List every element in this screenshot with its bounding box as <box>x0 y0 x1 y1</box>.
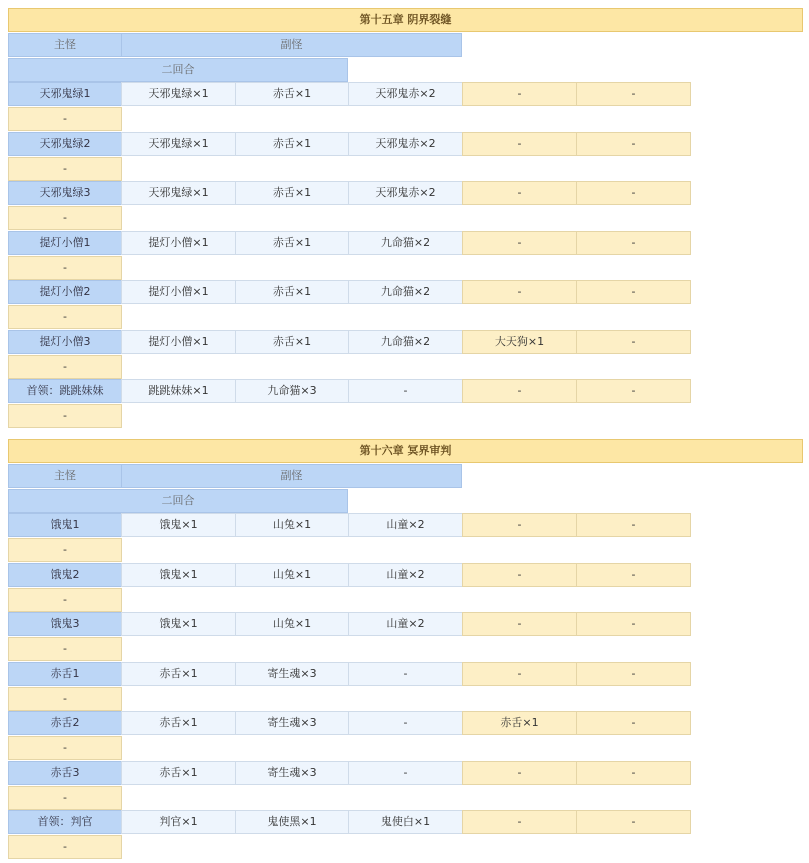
monster-cell: - <box>462 231 577 255</box>
monster-cell: - <box>462 82 577 106</box>
monster-cell: 寄生魂×3 <box>235 662 349 686</box>
extra-cell: - <box>8 157 122 181</box>
monster-cell: - <box>348 662 463 686</box>
extra-cell: - <box>8 687 122 711</box>
monster-cell: - <box>576 612 691 636</box>
monster-cell: 山童×2 <box>348 612 463 636</box>
monster-cell: 提灯小僧×1 <box>121 330 236 354</box>
boss-name: 饿鬼3 <box>8 612 122 636</box>
monster-cell: - <box>576 379 691 403</box>
boss-name: 饿鬼2 <box>8 563 122 587</box>
monster-cell: 天邪鬼绿×1 <box>121 132 236 156</box>
monster-cell: 赤舌×1 <box>121 761 236 785</box>
monster-cell: 赤舌×1 <box>121 711 236 735</box>
monster-cell: - <box>462 280 577 304</box>
extra-cell: - <box>8 786 122 810</box>
monster-cell: 提灯小僧×1 <box>121 280 236 304</box>
boss-name: 饿鬼1 <box>8 513 122 537</box>
monster-cell: 赤舌×1 <box>235 280 349 304</box>
monster-cell: - <box>462 761 577 785</box>
monster-cell: - <box>576 231 691 255</box>
section-title: 第十五章 阴界裂缝 <box>8 8 803 32</box>
monster-cell: 赤舌×1 <box>235 82 349 106</box>
monster-cell: 赤舌×1 <box>235 181 349 205</box>
monster-cell: - <box>462 181 577 205</box>
extra-cell: - <box>8 107 122 131</box>
monster-cell: 赤舌×1 <box>462 711 577 735</box>
extra-cell: - <box>8 256 122 280</box>
boss-name: 赤舌1 <box>8 662 122 686</box>
monster-cell: - <box>576 280 691 304</box>
monster-cell: 山兔×1 <box>235 612 349 636</box>
header-sub-monster: 副怪 <box>121 33 462 57</box>
boss-name: 天邪鬼绿3 <box>8 181 122 205</box>
monster-cell: 山童×2 <box>348 513 463 537</box>
boss-name: 天邪鬼绿1 <box>8 82 122 106</box>
monster-cell: 寄生魂×3 <box>235 711 349 735</box>
header-main-monster: 主怪 <box>8 33 122 57</box>
monster-cell: 山兔×1 <box>235 513 349 537</box>
boss-name: 首领：判官 <box>8 810 122 834</box>
monster-cell: 九命猫×2 <box>348 330 463 354</box>
monster-cell: 天邪鬼绿×1 <box>121 82 236 106</box>
monster-cell: 九命猫×3 <box>235 379 349 403</box>
monster-cell: - <box>462 612 577 636</box>
monster-cell: 天邪鬼绿×1 <box>121 181 236 205</box>
monster-cell: - <box>462 132 577 156</box>
boss-name: 提灯小僧3 <box>8 330 122 354</box>
monster-cell: - <box>576 810 691 834</box>
monster-cell: - <box>576 181 691 205</box>
boss-name: 天邪鬼绿2 <box>8 132 122 156</box>
extra-cell: - <box>8 404 122 428</box>
boss-name: 赤舌2 <box>8 711 122 735</box>
monster-cell: - <box>576 761 691 785</box>
header-main-monster: 主怪 <box>8 464 122 488</box>
extra-cell: - <box>8 588 122 612</box>
monster-cell: 鬼使白×1 <box>348 810 463 834</box>
monster-cell: 跳跳妹妹×1 <box>121 379 236 403</box>
extra-cell: - <box>8 637 122 661</box>
boss-name: 首领：跳跳妹妹 <box>8 379 122 403</box>
monster-cell: 大天狗×1 <box>462 330 577 354</box>
monster-cell: 天邪鬼赤×2 <box>348 82 463 106</box>
monster-cell: 赤舌×1 <box>235 132 349 156</box>
boss-name: 提灯小僧2 <box>8 280 122 304</box>
monster-cell: - <box>462 810 577 834</box>
monster-cell: - <box>576 662 691 686</box>
monster-cell: 赤舌×1 <box>235 330 349 354</box>
monster-cell: - <box>576 82 691 106</box>
monster-cell: 九命猫×2 <box>348 280 463 304</box>
monster-cell: 赤舌×1 <box>235 231 349 255</box>
monster-cell: - <box>348 379 463 403</box>
monster-cell: 天邪鬼赤×2 <box>348 181 463 205</box>
monster-cell: - <box>348 761 463 785</box>
monster-cell: 鬼使黑×1 <box>235 810 349 834</box>
monster-cell: - <box>576 711 691 735</box>
monster-cell: - <box>462 662 577 686</box>
boss-name: 赤舌3 <box>8 761 122 785</box>
extra-cell: - <box>8 206 122 230</box>
monster-cell: 寄生魂×3 <box>235 761 349 785</box>
monster-cell: - <box>462 513 577 537</box>
monster-cell: 天邪鬼赤×2 <box>348 132 463 156</box>
monster-cell: 饿鬼×1 <box>121 513 236 537</box>
monster-cell: - <box>348 711 463 735</box>
monster-cell: - <box>462 563 577 587</box>
round-label: 二回合 <box>8 58 348 82</box>
monster-cell: - <box>576 330 691 354</box>
monster-cell: - <box>576 563 691 587</box>
monster-cell: - <box>462 379 577 403</box>
monster-cell: 九命猫×2 <box>348 231 463 255</box>
monster-cell: 饿鬼×1 <box>121 563 236 587</box>
monster-cell: - <box>576 132 691 156</box>
monster-cell: 提灯小僧×1 <box>121 231 236 255</box>
extra-cell: - <box>8 305 122 329</box>
monster-cell: 山童×2 <box>348 563 463 587</box>
section-title: 第十六章 冥界审判 <box>8 439 803 463</box>
monster-cell: - <box>576 513 691 537</box>
boss-name: 提灯小僧1 <box>8 231 122 255</box>
extra-cell: - <box>8 736 122 760</box>
header-sub-monster: 副怪 <box>121 464 462 488</box>
extra-cell: - <box>8 355 122 379</box>
monster-cell: 山兔×1 <box>235 563 349 587</box>
round-label: 二回合 <box>8 489 348 513</box>
extra-cell: - <box>8 835 122 859</box>
monster-cell: 赤舌×1 <box>121 662 236 686</box>
monster-cell: 判官×1 <box>121 810 236 834</box>
extra-cell: - <box>8 538 122 562</box>
monster-cell: 饿鬼×1 <box>121 612 236 636</box>
